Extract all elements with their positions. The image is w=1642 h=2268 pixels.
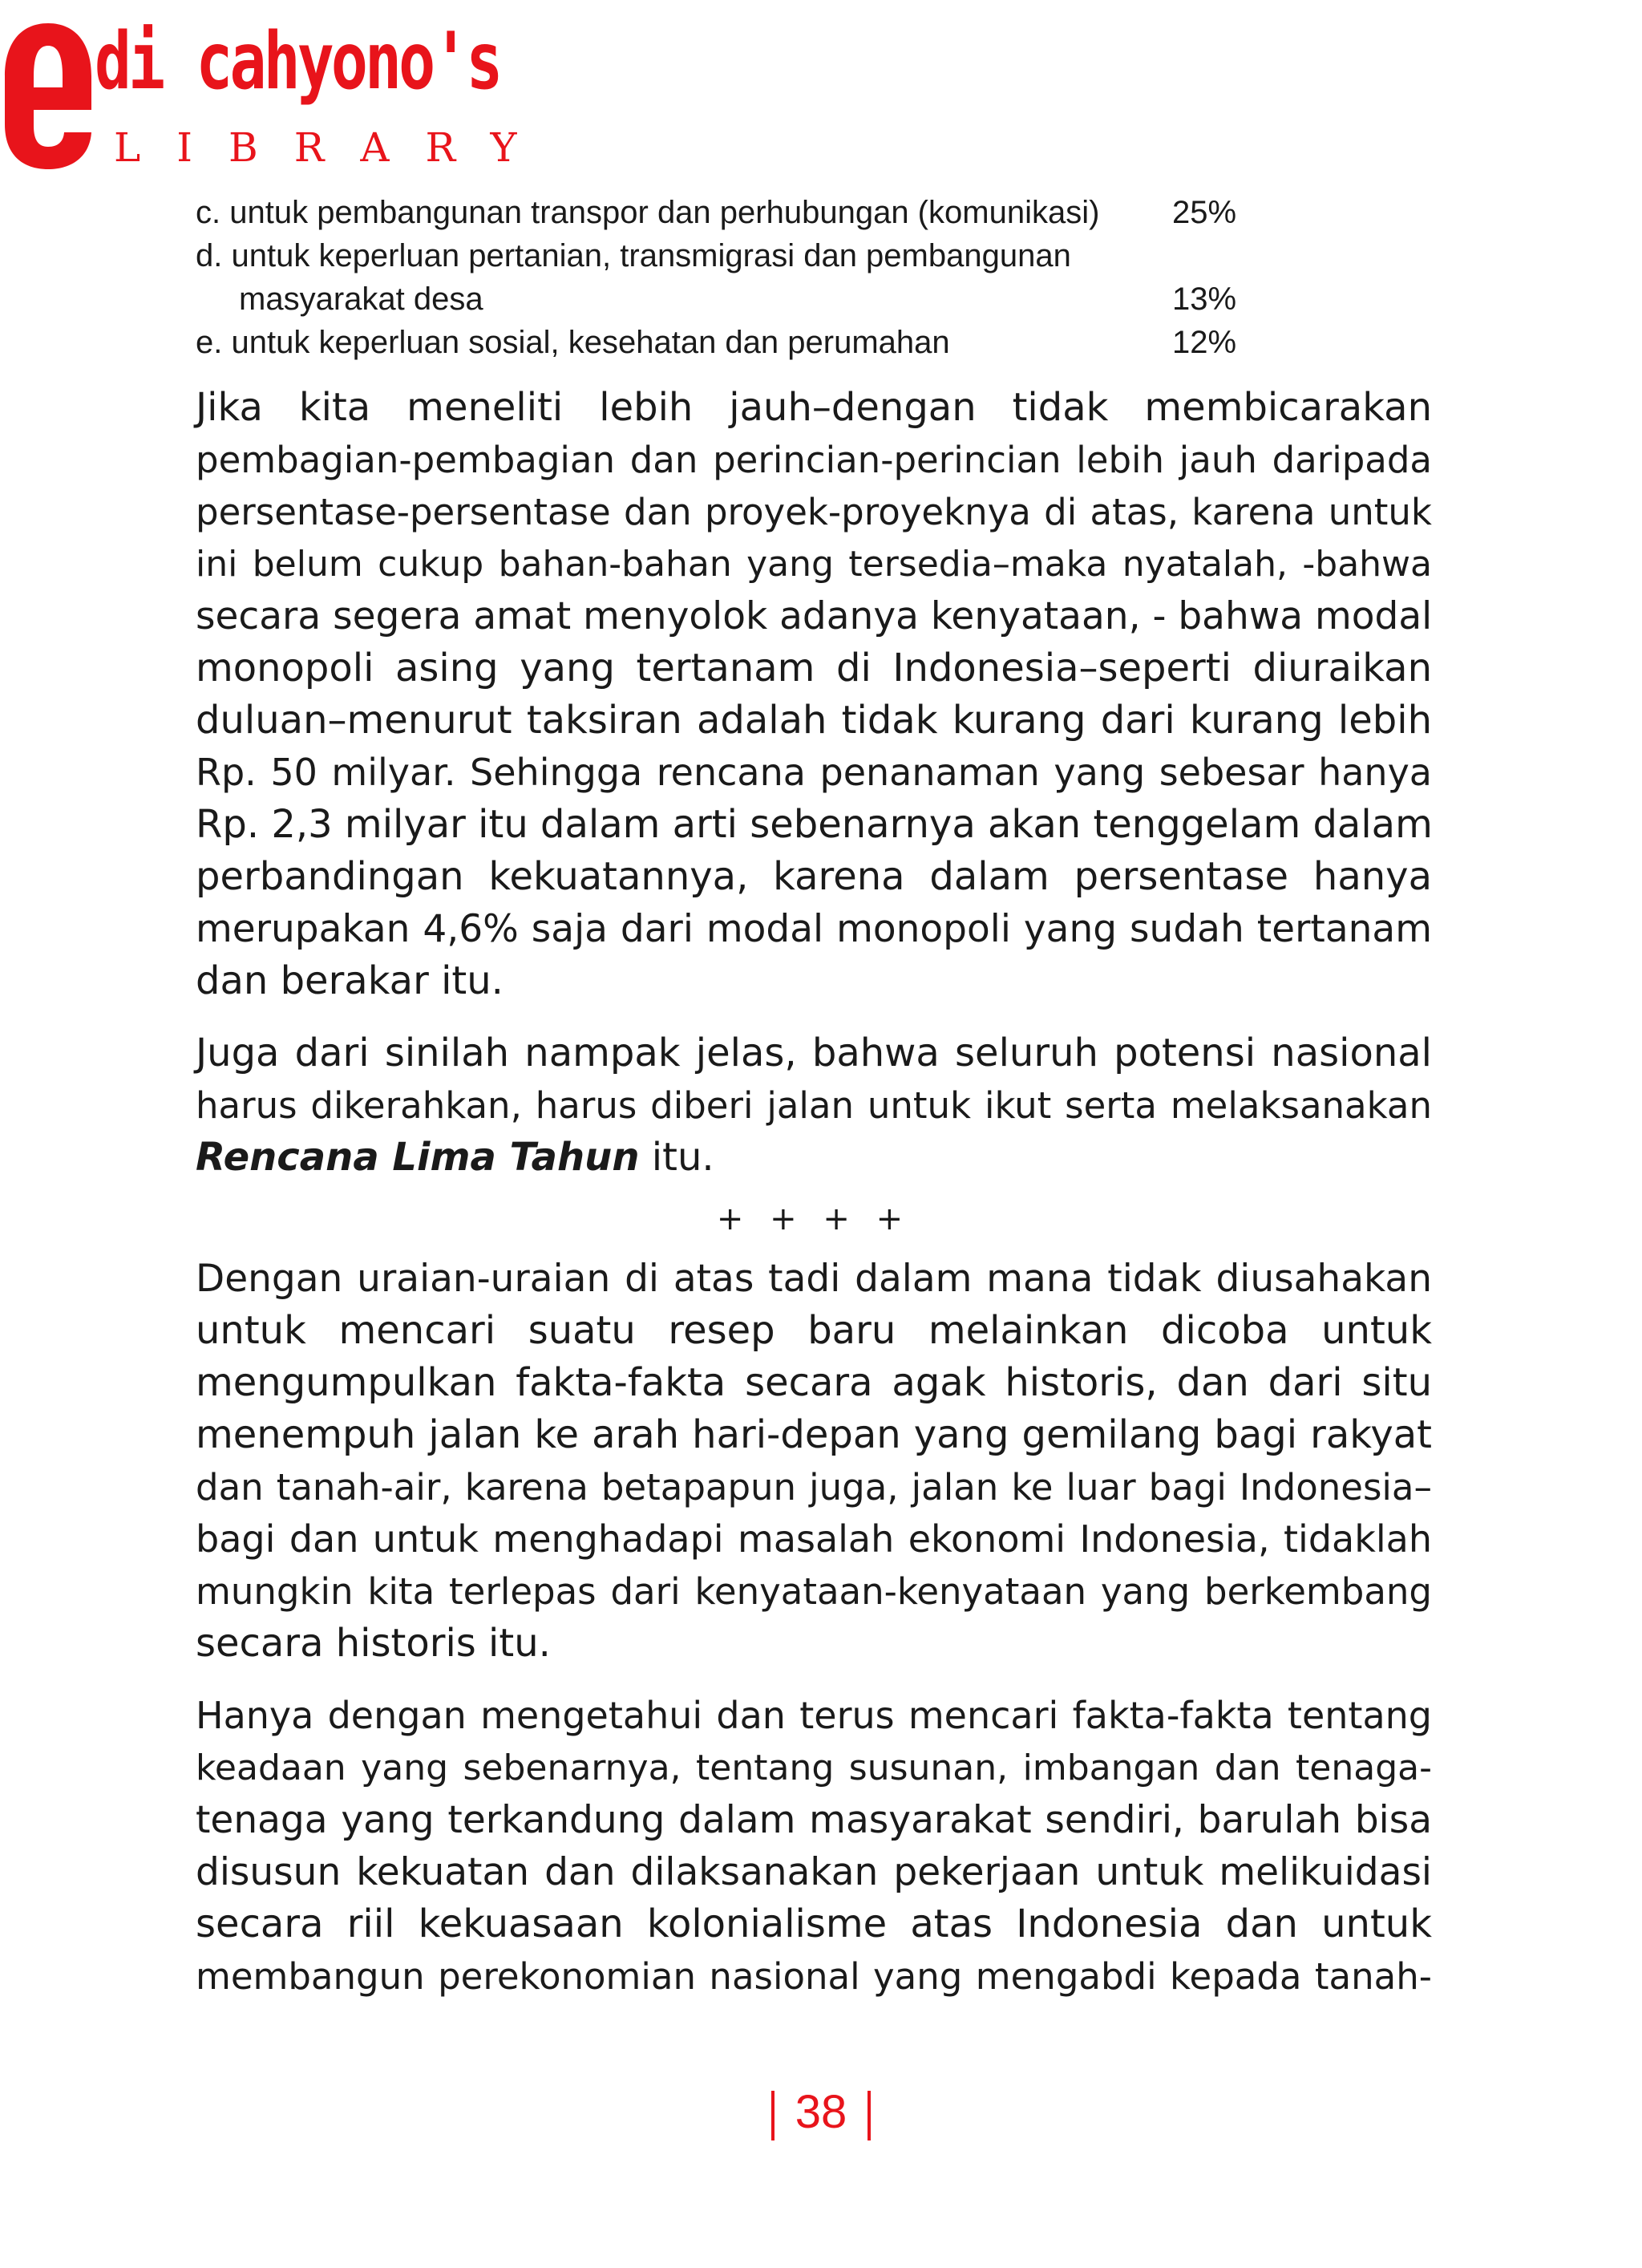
list-item-text: c. untuk pembangunan transpor dan perhubungan (komunikasi) [196,195,1100,230]
list-item [196,191,1270,234]
text-line: Rp. 50 milyar. Sehingga rencana penanaman yang sebesar hanya [196,751,1432,794]
page-body [196,382,1432,2003]
text-line: tenaga yang terkandung dalam masyarakat sendiri, barulah bisa [196,1798,1432,1842]
list-item [196,234,1270,277]
text-line: Rp. 2,3 milyar itu dalam arti sebenarnya akan tenggelam dalam [196,802,1433,847]
paragraph-4 [196,1690,1432,2003]
text-line [196,1132,1432,1184]
page-number-value: 38 [795,2086,847,2138]
list-item-text: e. untuk keperluan sosial, kesehatan dan perumahan [196,325,950,360]
text-line: ini belum cukup bahan-bahan yang tersedia–maka nyatalah, -bahwa [196,544,1432,585]
list-item-percent: 13% [1172,281,1237,317]
text-line: menempuh jalan ke arah hari-depan yang gemilang bagi rakyat [196,1412,1432,1457]
text-line: secara historis itu. [196,1621,551,1666]
logo-library: LIBRARY [114,124,553,171]
paragraph-2 [196,1027,1432,1184]
text-line: Jika kita meneliti lebih jauh–dengan tidak membicarakan [196,385,1432,430]
list-item-text: d. untuk keperluan pertanian, transmigrasi dan pembangunan [196,238,1071,273]
text-line: bagi dan untuk menghadapi masalah ekonomi Indonesia, tidaklah [196,1517,1432,1561]
list-item-percent: 25% [1172,195,1237,230]
text-line: secara riil kekuasaan kolonialisme atas Indonesia dan untuk [196,1901,1432,1946]
text-line: mengumpulkan fakta-fakta secara agak historis, dan dari situ [196,1360,1432,1405]
text-line: duluan–menurut taksiran adalah tidak kurang dari kurang lebih [196,698,1432,743]
text-line: harus dikerahkan, harus diberi jalan untuk ikut serta melaksanakan [196,1084,1432,1127]
page-number-left-bar [771,2091,774,2140]
text-line: dan tanah-air, karena betapapun juga, jalan ke luar bagi Indonesia– [196,1466,1432,1509]
list-item [196,321,1270,364]
page-number [0,2085,1642,2140]
text-line: Dengan uraian-uraian di atas tadi dalam mana tidak diusahakan [196,1257,1432,1301]
page-number-right-bar [868,2091,871,2140]
text-line: keadaan yang sebenarnya, tentang susunan, imbangan dan tenaga- [196,1748,1432,1788]
logo-e-mark-icon [0,20,96,172]
text-line: mungkin kita terlepas dari kenyataan-kenyataan yang berkembang [196,1570,1432,1613]
paragraph-1 [196,382,1432,1007]
library-logo [0,0,553,184]
book-title: Rencana Lima Tahun [196,1135,640,1180]
section-separator: + + + + [716,1201,912,1237]
text-line: disusun kekuatan dan dilaksanakan pekerjaan untuk melikuidasi [196,1850,1432,1894]
text-line: monopoli asing yang tertanam di Indonesia–seperti diuraikan [196,646,1432,691]
text-line: perbandingan kekuatannya, karena dalam persentase hanya [196,854,1432,899]
text-line: merupakan 4,6% saja dari modal monopoli yang sudah tertanam [196,907,1432,951]
list-item-percent: 12% [1172,325,1237,360]
list-item [196,277,1270,321]
logo-name: di cahyono's [95,16,500,107]
text-line: untuk mencari suatu resep baru melainkan dicoba untuk [196,1308,1432,1353]
allocation-list [196,191,1270,364]
text-tail: itu. [639,1135,714,1180]
text-line: dan berakar itu. [196,958,504,1003]
text-line: Hanya dengan mengetahui dan terus mencari fakta-fakta tentang [196,1694,1432,1737]
list-item-text: masyarakat desa [239,281,483,317]
text-line: Juga dari sinilah nampak jelas, bahwa seluruh potensi nasional [196,1031,1432,1075]
text-line: membangun perekonomian nasional yang mengabdi kepada tanah- [196,1955,1432,1998]
text-line: persentase-persentase dan proyek-proyeknya di atas, karena untuk [196,491,1432,533]
text-line: secara segera amat menyolok adanya kenyataan, - bahwa modal [196,594,1433,638]
text-line: pembagian-pembagian dan perincian-perincian lebih jauh daripada [196,439,1432,481]
paragraph-3 [196,1253,1432,1670]
